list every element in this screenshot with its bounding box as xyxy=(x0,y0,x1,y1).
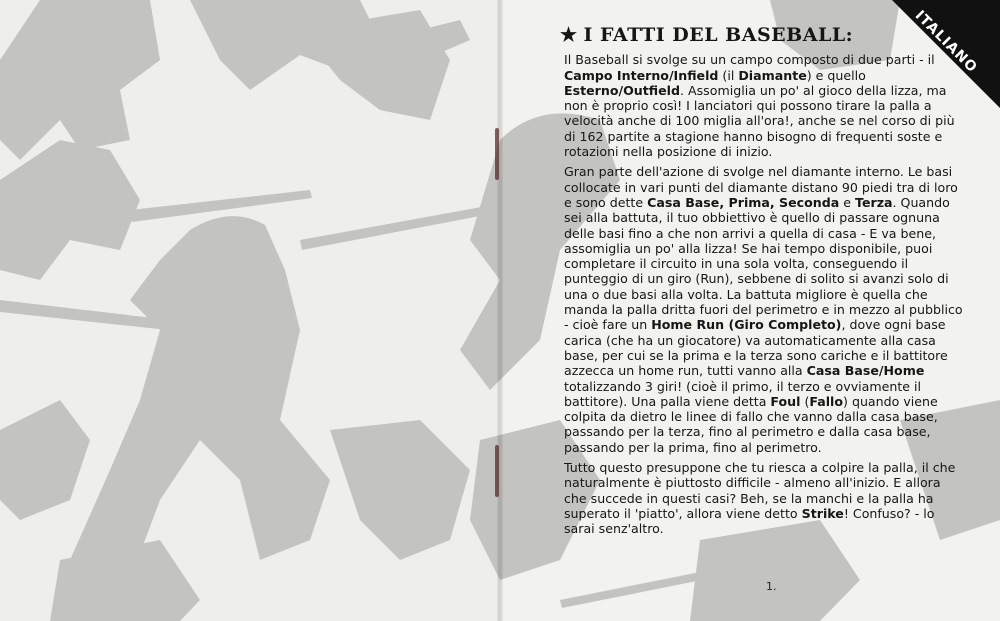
text-run: ) e quello xyxy=(806,67,866,83)
text-run: . Assomiglia un po' al gioco della lizza, ma non è proprio così! I lanciatori qui possono tirare la palla a velocità anche di 100 miglia all'ora!, anche se nel corso di più di 162 partite a stagione hanno bisogno di frequenti soste e rotazioni nella posizione di inizio. xyxy=(564,82,955,160)
silhouette-fielder-bottom-left xyxy=(0,400,90,520)
bold-term: Terza xyxy=(855,194,893,210)
paragraph-2 xyxy=(564,164,964,455)
staple-bottom xyxy=(495,445,499,497)
silhouette-pitcher-center xyxy=(300,10,450,120)
text-run: Il Baseball si svolge su un campo composto di due parti - il xyxy=(564,52,935,68)
bold-term: Foul xyxy=(770,393,801,409)
bold-term: Esterno/Outfield xyxy=(564,82,680,98)
bold-term: Diamante xyxy=(738,67,807,83)
text-run: ) quando viene colpita da dietro le linee di fallo che vanno dalla casa base, passando per la terza, fino al perimetro e dalla casa base, passando per la prima, fino al perimetro. xyxy=(564,393,938,455)
page-number: 1. xyxy=(766,580,777,593)
silhouette-bat-mid xyxy=(130,190,312,222)
text-run: (il xyxy=(718,67,739,83)
paragraph-3 xyxy=(564,460,964,536)
rules-text xyxy=(560,24,964,542)
bold-term: Casa Base/Home xyxy=(806,363,925,379)
bold-term: Fallo xyxy=(809,393,844,409)
text-run: ( xyxy=(800,393,810,409)
bold-term: Strike xyxy=(801,505,844,521)
text-run: ! Confuso? - lo sarai senz'altro. xyxy=(564,505,935,537)
text-run: Tutto questo presuppone che tu riesca a colpire la palla, il che naturalmente è piuttosto difficile - almeno all'inizio. E allora che succede in questi casi? Beh, se la manchi e la palla ha superato il 'piatto', allora viene detto xyxy=(564,460,956,521)
text-run: totalizzando 3 giri! (cioè il primo, il terzo e ovviamente il battitore). Una palla viene detta xyxy=(564,378,922,409)
text-run: . Quando sei alla battuta, il tuo obbiettivo è quello di passare ognuna delle basi fino a che non arrivi a quella di casa - E va bene, assomiglia un po' alla lizza! Se hai tempo disponibile, puoi completare il circuito in una sola volta, conseguendo il punteggio di un giro (Run), sebbene di solito si avanzi solo di una o due basi alla volta. La battuta migliore è quella che manda la palla dritta fuori del perimetro e in mezzo al pubblico - cioè fare un xyxy=(564,194,963,333)
silhouette-runner-left-bottom xyxy=(330,420,470,560)
bold-term: Casa Base, Prima, Seconda xyxy=(647,194,840,210)
text-run: e xyxy=(839,194,856,210)
section-title-text: I FATTI DEL BASEBALL: xyxy=(583,24,854,46)
section-title xyxy=(560,24,964,46)
bold-term: Home Run (Giro Completo) xyxy=(651,317,842,333)
language-label: ITALIANO xyxy=(911,7,981,77)
silhouette-crouch-bottom xyxy=(50,540,200,621)
star-icon: ★ xyxy=(560,24,578,46)
text-run: Gran parte dell'azione di svolge nel diamante interno. Le basi collocate in vari punti del diamante distano 90 piedi tra di loro e sono dette xyxy=(564,164,958,210)
page-fold xyxy=(497,0,503,621)
silhouette-fielder-top-left xyxy=(0,0,160,160)
staple-top xyxy=(495,128,499,180)
text-run: , dove ogni base carica (che ha un giocatore) va automaticamente alla casa base, per cui se la prima e la terza sono cariche e il battitore azzecca un home run, tutti vanno alla xyxy=(564,317,948,379)
bold-term: Campo Interno/Infield xyxy=(564,67,719,83)
silhouette-runner-left xyxy=(0,140,140,280)
silhouette-batter-main xyxy=(70,216,330,580)
paragraph-1 xyxy=(564,52,964,159)
